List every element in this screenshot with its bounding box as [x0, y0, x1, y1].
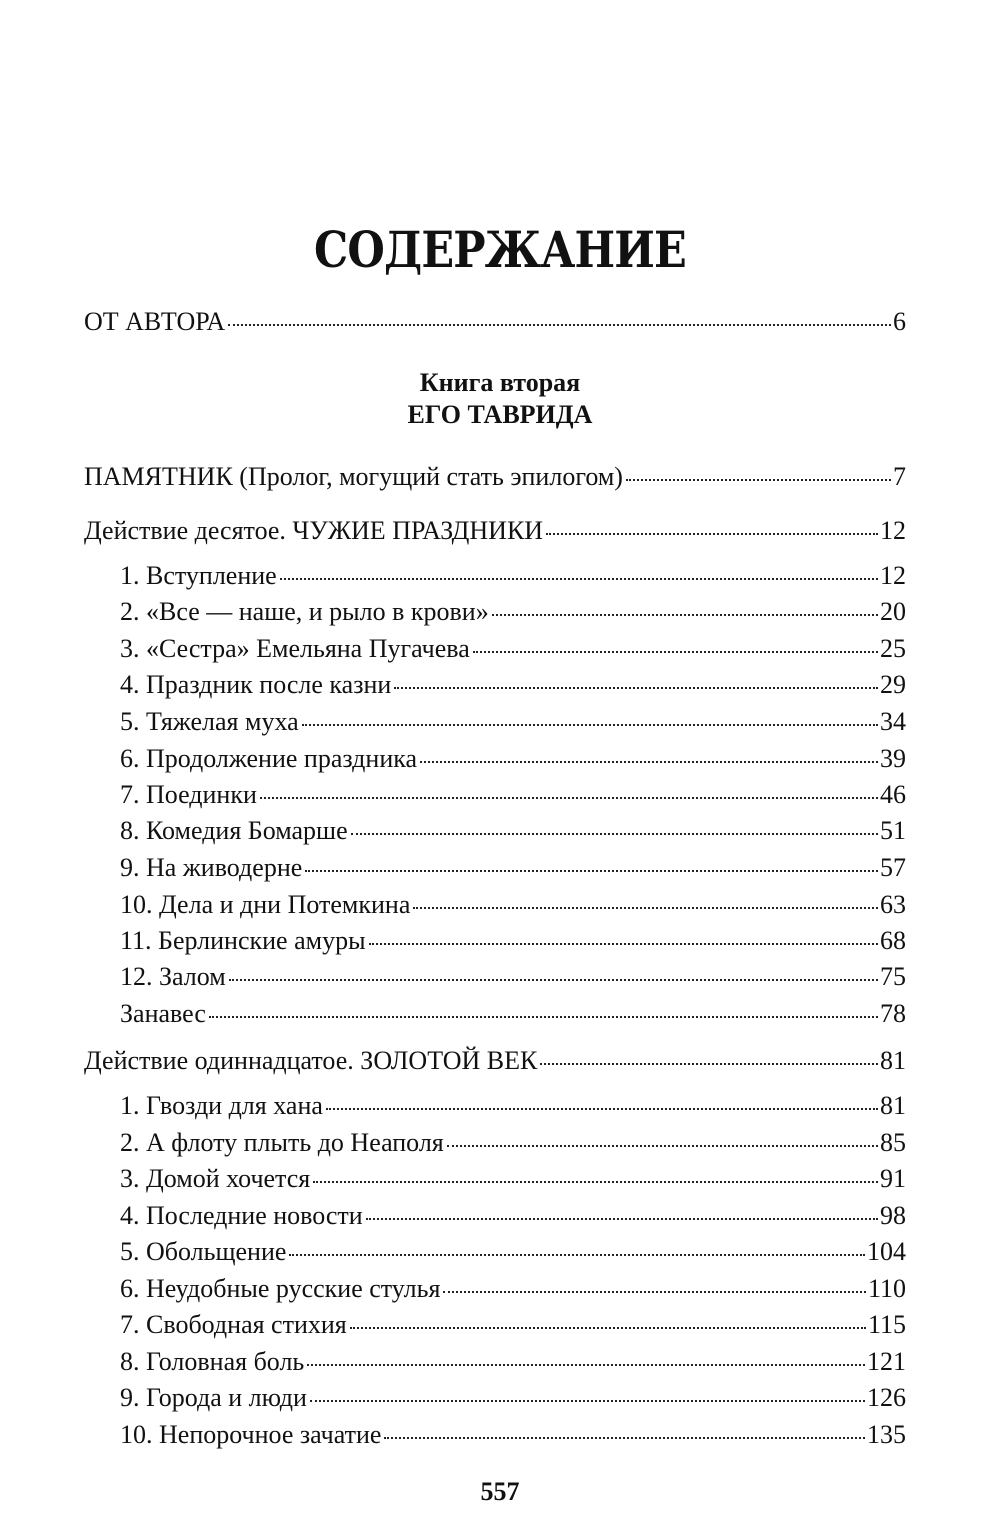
dot-leader	[302, 724, 878, 726]
toc-page-number: 6	[893, 307, 906, 336]
dot-leader	[289, 1254, 865, 1256]
toc-entry-chapter	[120, 1127, 906, 1159]
toc-entry-chapter	[120, 1200, 906, 1232]
toc-entry-label: Действие десятое. ЧУЖИЕ ПРАЗДНИКИ	[84, 516, 544, 545]
toc-entry-label: 3. Домой хочется	[120, 1164, 311, 1193]
toc-entry-label: 8. Комедия Бомарше	[120, 816, 348, 845]
toc-entry-label: 9. Города и люди	[120, 1383, 307, 1412]
toc-entry-label: 6. Неудобные русские стулья	[120, 1274, 441, 1303]
toc-entry-chapter	[120, 633, 906, 665]
dot-leader	[280, 578, 878, 580]
toc-page-number: 85	[880, 1128, 906, 1157]
dot-leader	[326, 1108, 878, 1110]
toc-entry-chapter	[120, 560, 906, 592]
toc-entry-chapter	[120, 596, 906, 628]
toc-page-number: 75	[880, 962, 906, 991]
toc-entry-label: 1. Вступление	[120, 561, 277, 590]
toc-page-number: 135	[867, 1420, 906, 1449]
toc-entry-chapter	[120, 925, 906, 957]
toc-entry-label: 2. «Все — наше, и рыло в крови»	[120, 597, 489, 626]
toc-entry-chapter	[120, 743, 906, 775]
dot-leader	[228, 324, 891, 326]
toc-entry-chapter	[120, 669, 906, 701]
dot-leader	[492, 614, 878, 616]
toc-page-number: 104	[867, 1237, 906, 1266]
toc-page-number: 57	[880, 853, 906, 882]
toc-entry-label: ПАМЯТНИК (Пролог, могущий стать эпилогом)	[84, 462, 623, 491]
toc-entry-label: 5. Обольщение	[120, 1237, 287, 1266]
toc-entry-chapter	[120, 998, 906, 1030]
toc-page-number: 115	[867, 1310, 906, 1339]
toc-entry-chapter	[120, 852, 906, 884]
dot-leader	[546, 533, 878, 535]
toc-entry-label: Занавес	[120, 999, 206, 1028]
dot-leader	[420, 761, 878, 763]
dot-leader	[443, 1291, 866, 1293]
book-number-heading: Книга вторая	[419, 368, 581, 397]
toc-entry-label: Действие одиннадцатое. ЗОЛОТОЙ ВЕК	[84, 1046, 538, 1075]
dot-leader	[413, 907, 878, 909]
dot-leader	[307, 1364, 865, 1366]
dot-leader	[540, 1063, 878, 1065]
toc-entry-label: 5. Тяжелая муха	[120, 707, 299, 736]
dot-leader	[447, 1145, 878, 1147]
toc-page-number: 7	[893, 462, 906, 491]
toc-page-number: 12	[880, 561, 906, 590]
toc-page-number: 29	[880, 670, 906, 699]
dot-leader	[351, 833, 878, 835]
dot-leader	[369, 943, 878, 945]
dot-leader	[366, 1218, 878, 1220]
toc-page-number: 12	[880, 516, 906, 545]
toc-page-number: 51	[880, 816, 906, 845]
toc-entry-chapter	[120, 815, 906, 847]
dot-leader	[260, 797, 878, 799]
dot-leader	[313, 1181, 878, 1183]
toc-entry-label: 7. Свободная стихия	[120, 1310, 347, 1339]
toc-page-number: 68	[880, 926, 906, 955]
toc-entry-chapter	[120, 1236, 906, 1268]
toc-entry-label: 8. Головная боль	[120, 1347, 305, 1376]
toc-entry-chapter	[120, 1273, 906, 1305]
toc-entry-label: 11. Берлинские амуры	[120, 926, 366, 955]
toc-page-number: 78	[880, 999, 906, 1028]
toc-entry-author	[84, 306, 906, 338]
toc-entry-chapter	[120, 1163, 906, 1195]
toc-entry-act	[84, 515, 906, 547]
toc-page-number: 81	[880, 1046, 906, 1075]
toc-page-number: 39	[880, 744, 906, 773]
toc-entry-label: 10. Непорочное зачатие	[120, 1420, 382, 1449]
toc-entry-label: ОТ АВТОРА	[84, 307, 226, 336]
dot-leader	[310, 1400, 865, 1402]
toc-page-number: 110	[867, 1274, 906, 1303]
toc-entry-chapter	[120, 1382, 906, 1414]
dot-leader	[384, 1437, 865, 1439]
toc-entry-label: 4. Последние новости	[120, 1201, 363, 1230]
toc-entry-chapter	[120, 1090, 906, 1122]
dot-leader	[305, 870, 878, 872]
toc-entry-chapter	[120, 889, 906, 921]
toc-entry-chapter	[120, 1419, 906, 1451]
toc-entry-label: 10. Дела и дни Потемкина	[120, 890, 411, 919]
toc-entry-chapter	[120, 706, 906, 738]
toc-entry-label: 3. «Сестра» Емельяна Пугачева	[120, 634, 470, 663]
toc-page-number: 121	[867, 1347, 906, 1376]
dot-leader	[350, 1327, 866, 1329]
toc-entry-label: 12. Залом	[120, 962, 226, 991]
toc-page-number: 34	[880, 707, 906, 736]
dot-leader	[626, 479, 891, 481]
dot-leader	[394, 687, 878, 689]
toc-entry-chapter	[120, 1309, 906, 1341]
dot-leader	[473, 651, 878, 653]
toc-entry-prologue	[84, 461, 906, 493]
book-name-heading: ЕГО ТАВРИДА	[407, 400, 593, 429]
toc-page-number: 126	[867, 1383, 906, 1412]
toc-page-number: 91	[880, 1164, 906, 1193]
toc-entry-chapter	[120, 1346, 906, 1378]
toc-entry-label: 4. Праздник после казни	[120, 670, 392, 699]
toc-page-number: 98	[880, 1201, 906, 1230]
toc-entry-label: 7. Поединки	[120, 780, 257, 809]
toc-entry-label: 6. Продолжение праздника	[120, 744, 418, 773]
page-number: 557	[480, 1477, 520, 1506]
toc-entry-label: 9. На живодерне	[120, 853, 303, 882]
toc-entry-label: 1. Гвозди для хана	[120, 1091, 323, 1120]
toc-entry-label: 2. А флоту плыть до Неаполя	[120, 1128, 444, 1157]
dot-leader	[209, 1016, 878, 1018]
toc-page-number: 81	[880, 1091, 906, 1120]
page-title: СОДЕРЖАНИЕ	[314, 220, 686, 279]
toc-entry-act	[84, 1045, 906, 1077]
toc-entry-chapter	[120, 779, 906, 811]
dot-leader	[229, 979, 878, 981]
toc-entry-chapter	[120, 961, 906, 993]
toc-page-number: 63	[880, 890, 906, 919]
toc-page-number: 20	[880, 597, 906, 626]
toc-page-number: 46	[880, 780, 906, 809]
toc-page-number: 25	[880, 634, 906, 663]
